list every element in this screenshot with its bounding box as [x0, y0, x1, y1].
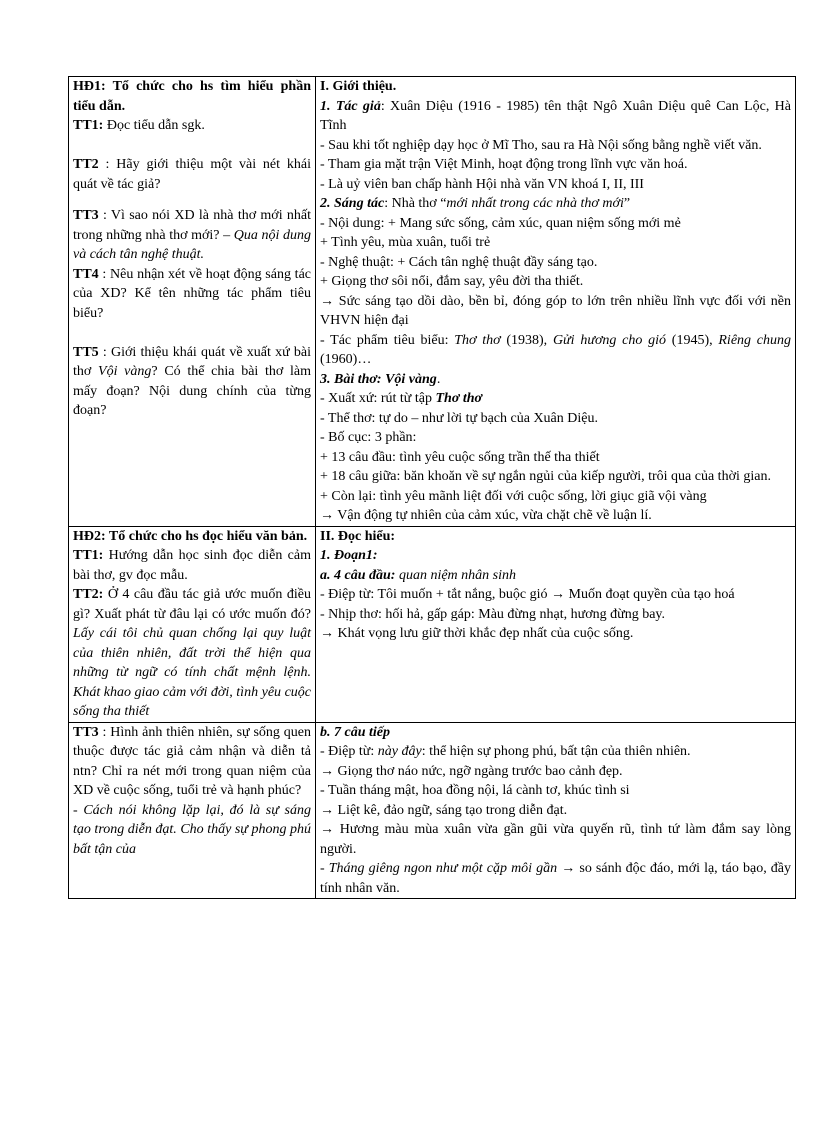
- poem-heading: 3. Bài thơ: Vội vàng.: [320, 371, 441, 387]
- content-line: → Liệt kê, đảo ngữ, sáng tạo trong diễn đạt.: [320, 802, 568, 818]
- content-line: + 13 câu đầu: tình yêu cuộc sống trần thế tha thiết: [320, 449, 600, 465]
- activity-cell-hd2: [69, 526, 316, 722]
- content-line: + Tình yêu, mùa xuân, tuổi trẻ: [320, 235, 491, 250]
- content-line: → Hương màu mùa xuân vừa gần gũi vừa quyến rũ, tình tứ làm đắm say lòng người.: [320, 822, 791, 857]
- content-line: - Sau khi tốt nghiệp dạy học ở Mĩ Tho, sau ra Hà Nội sống bằng nghề viết văn.: [320, 137, 762, 153]
- content-line: - Tháng giêng ngon như một cặp môi gần → so sánh độc đáo, mới lạ, táo bạo, đầy tính nhân văn.: [320, 861, 792, 896]
- content-line: - Tham gia mặt trận Việt Minh, hoạt động trong lĩnh vực văn hoá.: [320, 157, 688, 172]
- content-line: - Bố cục: 3 phần:: [320, 430, 417, 445]
- author-intro: 1. Tác giả: Xuân Diệu (1916 - 1985) tên thật Ngô Xuân Diệu quê Can Lộc, Hà Tĩnh: [320, 98, 792, 133]
- activity-cell-hd2-cont: [69, 722, 316, 899]
- task-tt3: TT3 : Hình ảnh thiên nhiên, sự sống quen thuộc được tác giả cảm nhận và diễn tả ntn? Chỉ ra nét mới trong quan niệm của XD về cuộc sống, tuổi trẻ và hạnh phúc?: [73, 724, 311, 798]
- content-line: - Điệp từ: này đây: thể hiện sự phong phú, bất tận của thiên nhiên.: [320, 744, 691, 759]
- content-line: - Là uỷ viên ban chấp hành Hội nhà văn VN khoá I, II, III: [320, 176, 644, 192]
- task-note: - Cách nói không lặp lại, đó là sự sáng tạo trong diễn đạt. Cho thấy sự phong phú bất tận của: [73, 802, 311, 857]
- content-line: - Nghệ thuật: + Cách tân nghệ thuật đầy sáng tạo.: [320, 254, 598, 270]
- content-line: - Nhịp thơ: hối hả, gấp gáp: Màu đừng nhạt, hương đừng bay.: [320, 606, 666, 622]
- part-heading: 1. Đoạn1:: [320, 548, 378, 563]
- content-line: - Điệp từ: Tôi muốn + tắt nắng, buộc gió → Muốn đoạt quyền của tạo hoá: [320, 587, 735, 602]
- content-line: → Khát vọng lưu giữ thời khắc đẹp nhất của cuộc sống.: [320, 626, 634, 641]
- task-tt1: TT1: Hướng dẫn học sinh đọc diễn cảm bài thơ, gv đọc mẫu.: [73, 548, 311, 583]
- task-tt3: TT3 : Vì sao nói XD là nhà thơ mới nhất trong những nhà thơ mới? – Qua nội dung và cách tân nghệ thuật.: [73, 208, 312, 262]
- task-tt4: TT4 : Nêu nhận xét về hoạt động sáng tác của XD? Kể tên những tác phẩm tiêu biểu?: [73, 266, 311, 321]
- content-line: - Tuần tháng mật, hoa đồng nội, lá cành tơ, khúc tình si: [320, 783, 630, 798]
- task-tt2: TT2: Ở 4 câu đầu tác giả ước muốn điều gì? Xuất phát từ đâu lại có ước muốn đó? Lấy cái tôi chủ quan chống lại quy luật của thiên nhiên, đất trời thể hiện qua những từ ngữ có tính chất mệnh lệnh. Khát khao giao cảm với đời, tình yêu cuộc sống tha thiết: [73, 587, 311, 719]
- sub-heading: b. 7 câu tiếp: [320, 724, 390, 740]
- task-tt5: TT5 : Giới thiệu khái quát về xuất xứ bài thơ Vội vàng? Có thể chia bài thơ làm mấy đoạn? Nội dung chính của từng đoạn?: [73, 344, 312, 418]
- section-heading: II. Đọc hiểu:: [320, 528, 396, 544]
- content-cell-hd1: [316, 77, 796, 527]
- content-line: - Nội dung: + Mang sức sống, cảm xúc, quan niệm sống mới mẻ: [320, 215, 681, 231]
- activity-cell-hd1: [69, 77, 316, 527]
- content-cell-hd2-cont: [316, 722, 796, 899]
- works-intro: 2. Sáng tác: Nhà thơ “mới nhất trong các nhà thơ mới”: [320, 196, 631, 211]
- content-line: + Giọng thơ sôi nổi, đắm say, yêu đời tha thiết.: [320, 274, 584, 289]
- lesson-plan-table: [68, 76, 796, 899]
- task-tt2: TT2 : Hãy giới thiệu một vài nét khái quát về tác giả?: [73, 157, 311, 192]
- content-cell-hd2: [316, 526, 796, 722]
- content-line: → Vận động tự nhiên của cảm xúc, vừa chặt chẽ về luận lí.: [320, 508, 652, 523]
- table-row: [69, 77, 796, 527]
- activity-title: HĐ2: Tổ chức cho hs đọc hiểu văn bản.: [73, 528, 308, 544]
- section-heading: I. Giới thiệu.: [320, 79, 397, 94]
- poem-origin: - Xuất xứ: rút từ tập Thơ thơ: [320, 391, 483, 406]
- content-line: - Thể thơ: tự do – như lời tự bạch của Xuân Diệu.: [320, 410, 598, 426]
- content-line: + Còn lại: tình yêu mãnh liệt đối với cuộc sống, lời giục giã vội vàng: [320, 488, 707, 504]
- sub-heading: a. 4 câu đầu: quan niệm nhân sinh: [320, 567, 517, 583]
- content-line: + 18 câu giữa: băn khoăn về sự ngắn ngủi của kiếp người, trôi qua của thời gian.: [320, 469, 771, 484]
- table-row: [69, 526, 796, 722]
- content-line: → Sức sáng tạo dồi dào, bền bỉ, đóng góp to lớn trên nhiều lĩnh vực đối với nền VHVN hiện đại: [320, 293, 791, 328]
- notable-works: - Tác phẩm tiêu biểu: Thơ thơ (1938), Gửi hương cho gió (1945), Riêng chung (1960)…: [320, 332, 791, 367]
- task-tt1: TT1: Đọc tiểu dẫn sgk.: [73, 118, 205, 133]
- content-line: → Giọng thơ náo nức, ngỡ ngàng trước bao cảnh đẹp.: [320, 763, 623, 779]
- activity-title: HĐ1: Tổ chức cho hs tìm hiểu phần tiểu dẫn.: [73, 79, 311, 114]
- table-row: [69, 722, 796, 899]
